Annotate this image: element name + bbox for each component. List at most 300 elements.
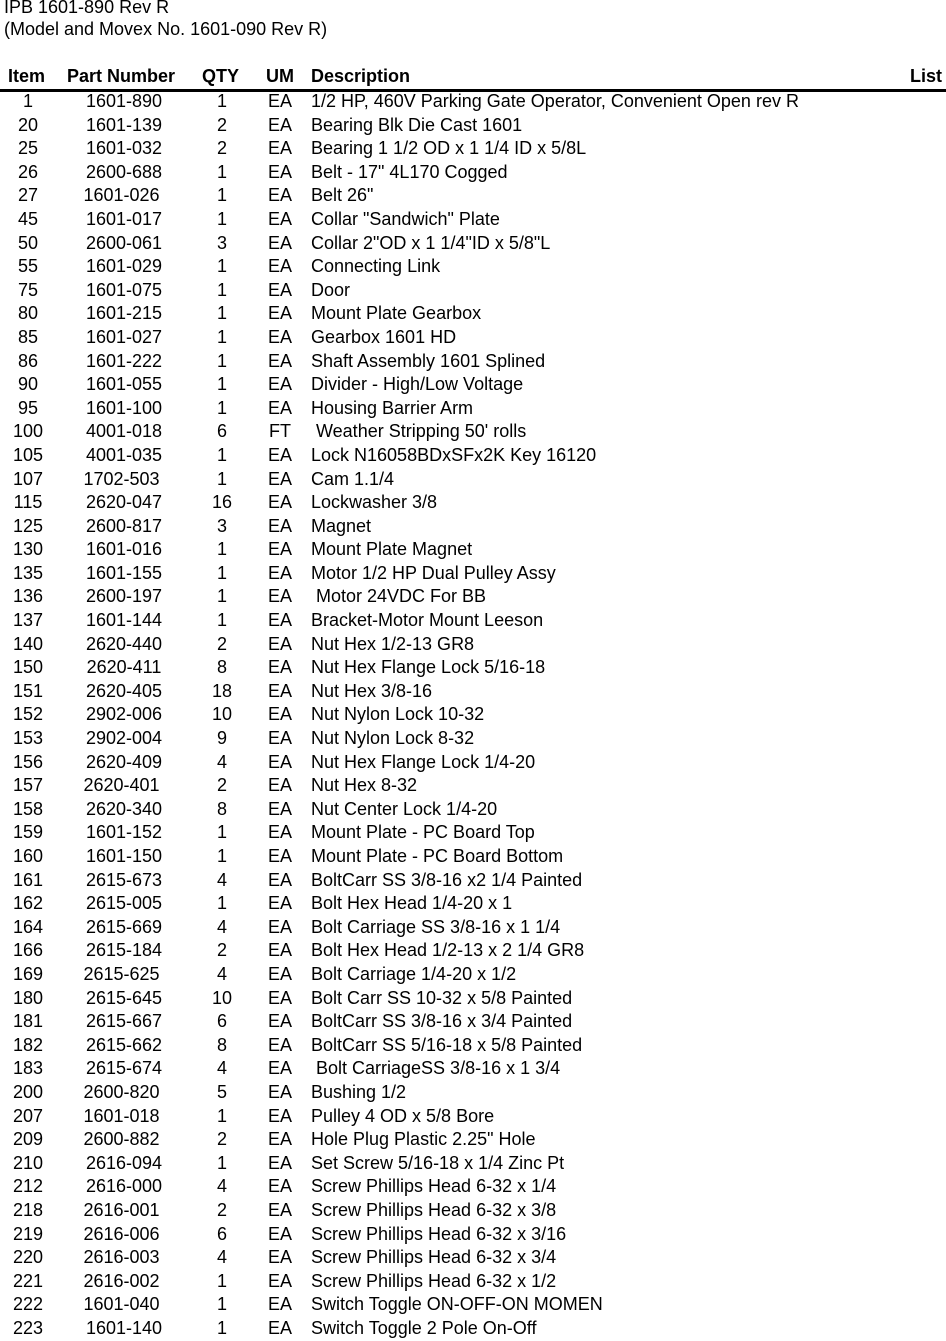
table-row	[0, 845, 946, 869]
description-cell: Bearing Blk Die Cast 1601	[311, 114, 523, 135]
table-row	[0, 656, 946, 680]
quantity-cell: 6	[216, 1011, 227, 1032]
unit-of-measure-cell: EA	[267, 1129, 292, 1150]
table-row	[0, 491, 946, 515]
item-number-cell: 180	[12, 987, 44, 1008]
item-number-cell: 223	[12, 1317, 44, 1338]
description-cell: 1/2 HP, 460V Parking Gate Operator, Convenient Open rev R	[311, 91, 799, 111]
description-cell: Screw Phillips Head 6-32 x 1/4	[311, 1176, 557, 1197]
item-number-cell: 183	[12, 1058, 44, 1079]
table-row	[0, 184, 946, 208]
table-row	[0, 1152, 946, 1176]
description-cell: Set Screw 5/16-18 x 1/4 Zinc Pt	[311, 1152, 565, 1173]
unit-of-measure-cell: EA	[267, 633, 292, 654]
description-cell: Door	[311, 279, 351, 300]
unit-of-measure-cell: EA	[267, 232, 292, 253]
description-cell: Motor 24VDC For BB	[311, 586, 487, 607]
part-number-cell: 2616-002	[83, 1270, 165, 1291]
table-row	[0, 279, 946, 303]
quantity-cell: 4	[216, 1176, 227, 1197]
quantity-cell: 1	[216, 562, 227, 583]
item-number-cell: 209	[12, 1129, 44, 1150]
part-number-cell: 2615-673	[85, 869, 163, 890]
table-row	[0, 114, 946, 138]
unit-of-measure-cell: EA	[267, 963, 292, 984]
item-number-cell: 210	[12, 1152, 44, 1173]
item-number-cell: 158	[12, 798, 44, 819]
unit-of-measure-cell: EA	[267, 916, 292, 937]
part-number-cell: 1601-150	[85, 846, 163, 866]
description-cell: Nut Hex 3/8-16	[311, 680, 433, 701]
item-number-cell: 200	[12, 1081, 44, 1102]
part-number-cell: 1601-040	[83, 1294, 165, 1315]
quantity-cell: 1	[216, 539, 227, 560]
part-number-cell: 2615-667	[85, 1011, 163, 1032]
unit-of-measure-cell: EA	[267, 1294, 292, 1315]
quantity-cell: 8	[216, 1034, 227, 1055]
quantity-cell: 1	[216, 161, 227, 182]
item-number-cell: 212	[12, 1176, 44, 1197]
item-number-cell: 105	[12, 444, 44, 465]
description-cell: Nut Nylon Lock 10-32	[311, 704, 485, 725]
unit-of-measure-cell: EA	[267, 728, 292, 749]
table-row	[0, 963, 946, 987]
part-number-cell: 2620-047	[85, 492, 163, 513]
quantity-cell: 1	[216, 822, 227, 843]
part-number-cell: 1601-026	[83, 185, 165, 206]
part-number-cell: 1601-155	[85, 562, 163, 583]
description-cell: Mount Plate Magnet	[311, 539, 473, 560]
part-number-cell: 2600-820	[83, 1081, 165, 1102]
quantity-cell: 16	[211, 492, 233, 513]
part-number-cell: 1601-029	[85, 256, 163, 277]
item-number-cell: 55	[17, 256, 39, 277]
table-row	[0, 397, 946, 421]
unit-of-measure-cell: EA	[267, 326, 292, 347]
description-cell: Shaft Assembly 1601 Splined	[311, 350, 546, 371]
unit-of-measure-cell: EA	[267, 680, 292, 701]
description-cell: Collar "Sandwich" Plate	[311, 208, 500, 229]
unit-of-measure-cell: EA	[267, 751, 292, 772]
part-number-cell: 2902-004	[85, 728, 163, 749]
unit-of-measure-cell: EA	[267, 303, 292, 324]
description-cell: Bracket-Motor Mount Leeson	[311, 610, 544, 631]
description-cell: Connecting Link	[311, 256, 441, 277]
part-number-cell: 2615-674	[85, 1058, 163, 1079]
quantity-cell: 18	[211, 680, 233, 701]
quantity-cell: 2	[216, 633, 227, 654]
description-cell: Nut Nylon Lock 8-32	[311, 728, 475, 749]
table-row	[0, 1317, 946, 1341]
table-row	[0, 680, 946, 704]
quantity-cell: 1	[216, 279, 227, 300]
item-number-cell: 100	[12, 421, 44, 442]
table-row	[0, 1081, 946, 1105]
part-number-cell: 2616-000	[85, 1176, 163, 1197]
item-number-cell: 80	[17, 303, 39, 324]
quantity-cell: 1	[216, 303, 227, 324]
quantity-cell: 9	[216, 728, 227, 749]
header-description: Description	[311, 66, 411, 86]
description-cell: Weather Stripping 50' rolls	[311, 421, 527, 442]
parts-table-body	[0, 90, 946, 1340]
quantity-cell: 2	[216, 1129, 227, 1150]
quantity-cell: 2	[216, 940, 227, 961]
table-row	[0, 137, 946, 161]
unit-of-measure-cell: EA	[267, 444, 292, 465]
quantity-cell: 6	[216, 1223, 227, 1244]
part-number-cell: 1601-139	[85, 114, 163, 135]
unit-of-measure-cell: EA	[267, 397, 292, 418]
part-number-cell: 1601-140	[85, 1317, 163, 1338]
table-row	[0, 703, 946, 727]
quantity-cell: 2	[216, 114, 227, 135]
part-number-cell: 1601-890	[85, 91, 163, 111]
part-number-cell: 1601-100	[85, 397, 163, 418]
item-number-cell: 169	[12, 963, 44, 984]
item-number-cell: 140	[12, 633, 44, 654]
part-number-cell: 2616-094	[85, 1152, 163, 1173]
quantity-cell: 10	[211, 704, 233, 725]
table-row	[0, 444, 946, 468]
table-row	[0, 420, 946, 444]
document-subtitle: (Model and Movex No. 1601-090 Rev R)	[4, 19, 328, 39]
item-number-cell: 86	[17, 350, 39, 371]
part-number-cell: 2600-197	[85, 586, 163, 607]
table-row	[0, 1010, 946, 1034]
table-row	[0, 1246, 946, 1270]
part-number-cell: 1601-215	[85, 303, 163, 324]
quantity-cell: 2	[216, 1199, 227, 1220]
unit-of-measure-cell: EA	[267, 256, 292, 277]
unit-of-measure-cell: EA	[267, 515, 292, 536]
quantity-cell: 1	[216, 256, 227, 277]
description-cell: Screw Phillips Head 6-32 x 1/2	[311, 1270, 557, 1291]
unit-of-measure-cell: EA	[267, 138, 292, 159]
unit-of-measure-cell: EA	[267, 539, 292, 560]
table-row	[0, 208, 946, 232]
unit-of-measure-cell: EA	[267, 775, 292, 796]
description-cell: Belt 26"	[311, 185, 374, 206]
description-cell: Pulley 4 OD x 5/8 Bore	[311, 1105, 495, 1126]
table-row	[0, 1223, 946, 1247]
part-number-cell: 1702-503	[83, 468, 165, 489]
unit-of-measure-cell: EA	[267, 610, 292, 631]
quantity-cell: 4	[216, 869, 227, 890]
table-row	[0, 515, 946, 539]
description-cell: Divider - High/Low Voltage	[311, 374, 524, 395]
part-number-cell: 2902-006	[85, 704, 163, 725]
description-cell: Lock N16058BDxSFx2K Key 16120	[311, 444, 597, 465]
item-number-cell: 26	[17, 161, 39, 182]
table-row	[0, 987, 946, 1011]
table-row	[0, 1057, 946, 1081]
quantity-cell: 1	[216, 91, 227, 111]
table-row	[0, 585, 946, 609]
description-cell: Mount Plate - PC Board Bottom	[311, 846, 564, 866]
unit-of-measure-cell: EA	[267, 114, 292, 135]
item-number-cell: 75	[17, 279, 39, 300]
unit-of-measure-cell: EA	[267, 869, 292, 890]
quantity-cell: 1	[216, 1105, 227, 1126]
description-cell: Bolt Carr SS 10-32 x 5/8 Painted	[311, 987, 573, 1008]
description-cell: Bolt Hex Head 1/2-13 x 2 1/4 GR8	[311, 940, 585, 961]
quantity-cell: 3	[216, 515, 227, 536]
unit-of-measure-cell: EA	[267, 798, 292, 819]
part-number-cell: 1601-017	[85, 208, 163, 229]
item-number-cell: 95	[17, 397, 39, 418]
item-number-cell: 45	[17, 208, 39, 229]
quantity-cell: 1	[216, 1294, 227, 1315]
part-number-cell: 1601-016	[85, 539, 163, 560]
item-number-cell: 181	[12, 1011, 44, 1032]
part-number-cell: 2616-003	[83, 1247, 165, 1268]
quantity-cell: 1	[216, 1270, 227, 1291]
quantity-cell: 1	[216, 326, 227, 347]
unit-of-measure-cell: EA	[267, 1081, 292, 1102]
description-cell: Screw Phillips Head 6-32 x 3/8	[311, 1199, 557, 1220]
description-cell: Housing Barrier Arm	[311, 397, 474, 418]
header-part-number: Part Number	[67, 66, 176, 86]
item-number-cell: 162	[12, 893, 44, 914]
item-number-cell: 207	[12, 1105, 44, 1126]
unit-of-measure-cell: EA	[267, 1223, 292, 1244]
description-cell: Lockwasher 3/8	[311, 492, 438, 513]
table-row	[0, 1105, 946, 1129]
description-cell: Nut Hex Flange Lock 1/4-20	[311, 751, 536, 772]
table-row	[0, 751, 946, 775]
item-number-cell: 218	[12, 1199, 44, 1220]
item-number-cell: 160	[12, 846, 44, 866]
item-number-cell: 161	[12, 869, 44, 890]
item-number-cell: 25	[17, 138, 39, 159]
header-list: List	[909, 66, 942, 86]
unit-of-measure-cell: EA	[267, 822, 292, 843]
description-cell: Nut Hex Flange Lock 5/16-18	[311, 657, 546, 678]
description-cell: Hole Plug Plastic 2.25" Hole	[311, 1129, 536, 1150]
table-row	[0, 1270, 946, 1294]
table-row	[0, 774, 946, 798]
description-cell: Nut Hex 8-32	[311, 775, 418, 796]
table-row	[0, 892, 946, 916]
item-number-cell: 136	[12, 586, 44, 607]
description-cell: Bolt Hex Head 1/4-20 x 1	[311, 893, 513, 914]
unit-of-measure-cell: EA	[267, 987, 292, 1008]
quantity-cell: 6	[216, 421, 227, 442]
unit-of-measure-cell: EA	[267, 1270, 292, 1291]
quantity-cell: 3	[216, 232, 227, 253]
table-row	[0, 232, 946, 256]
description-cell: Magnet	[311, 515, 372, 536]
header-um: UM	[266, 66, 294, 86]
unit-of-measure-cell: EA	[267, 586, 292, 607]
table-row	[0, 350, 946, 374]
unit-of-measure-cell: EA	[267, 1058, 292, 1079]
item-number-cell: 137	[12, 610, 44, 631]
table-row	[0, 1199, 946, 1223]
item-number-cell: 151	[12, 680, 44, 701]
item-number-cell: 107	[12, 468, 44, 489]
item-number-cell: 135	[12, 562, 44, 583]
part-number-cell: 1601-075	[85, 279, 163, 300]
item-number-cell: 130	[12, 539, 44, 560]
part-number-cell: 1601-144	[85, 610, 163, 631]
part-number-cell: 2620-401	[83, 775, 165, 796]
description-cell: BoltCarr SS 5/16-18 x 5/8 Painted	[311, 1034, 583, 1055]
description-cell: Collar 2"OD x 1 1/4"ID x 5/8"L	[311, 232, 551, 253]
header-qty: QTY	[202, 66, 240, 86]
part-number-cell: 2615-645	[85, 987, 163, 1008]
table-row	[0, 1034, 946, 1058]
part-number-cell: 1601-152	[85, 822, 163, 843]
item-number-cell: 150	[12, 657, 44, 678]
description-cell: Motor 1/2 HP Dual Pulley Assy	[311, 562, 556, 583]
part-number-cell: 1601-018	[83, 1105, 165, 1126]
description-cell: Nut Center Lock 1/4-20	[311, 798, 498, 819]
quantity-cell: 4	[216, 963, 227, 984]
part-number-cell: 4001-035	[85, 444, 163, 465]
unit-of-measure-cell: EA	[267, 893, 292, 914]
table-row	[0, 562, 946, 586]
unit-of-measure-cell: EA	[267, 1317, 292, 1338]
item-number-cell: 153	[12, 728, 44, 749]
quantity-cell: 1	[216, 610, 227, 631]
unit-of-measure-cell: EA	[267, 1152, 292, 1173]
unit-of-measure-cell: FT	[269, 421, 291, 442]
quantity-cell: 1	[216, 374, 227, 395]
part-number-cell: 2615-625	[83, 963, 165, 984]
part-number-cell: 1601-055	[85, 374, 163, 395]
table-row	[0, 326, 946, 350]
item-number-cell: 157	[12, 775, 44, 796]
unit-of-measure-cell: EA	[267, 1247, 292, 1268]
description-cell: Nut Hex 1/2-13 GR8	[311, 633, 475, 654]
description-cell: Screw Phillips Head 6-32 x 3/16	[311, 1223, 567, 1244]
table-row	[0, 798, 946, 822]
table-row	[0, 609, 946, 633]
unit-of-measure-cell: EA	[267, 279, 292, 300]
part-number-cell: 2615-669	[85, 916, 163, 937]
part-number-cell: 1601-032	[85, 138, 163, 159]
table-row	[0, 1175, 946, 1199]
part-number-cell: 2600-817	[85, 515, 163, 536]
description-cell: BoltCarr SS 3/8-16 x2 1/4 Painted	[311, 869, 583, 890]
table-row	[0, 90, 946, 114]
unit-of-measure-cell: EA	[267, 1011, 292, 1032]
table-row	[0, 373, 946, 397]
table-row	[0, 468, 946, 492]
quantity-cell: 5	[216, 1081, 227, 1102]
item-number-cell: 222	[12, 1294, 44, 1315]
part-number-cell: 2600-882	[83, 1129, 165, 1150]
quantity-cell: 4	[216, 751, 227, 772]
document-title: IPB 1601-890 Rev R	[4, 0, 170, 17]
part-number-cell: 2615-662	[85, 1034, 163, 1055]
item-number-cell: 27	[17, 185, 39, 206]
unit-of-measure-cell: EA	[267, 846, 292, 866]
part-number-cell: 2616-006	[83, 1223, 165, 1244]
item-number-cell: 166	[12, 940, 44, 961]
unit-of-measure-cell: EA	[267, 704, 292, 725]
table-row	[0, 1293, 946, 1317]
description-cell: Mount Plate Gearbox	[311, 303, 482, 324]
item-number-cell: 221	[12, 1270, 44, 1291]
item-number-cell: 220	[12, 1247, 44, 1268]
item-number-cell: 125	[12, 515, 44, 536]
unit-of-measure-cell: EA	[267, 374, 292, 395]
table-row	[0, 538, 946, 562]
table-row	[0, 1128, 946, 1152]
description-cell: Bolt Carriage SS 3/8-16 x 1 1/4	[311, 916, 561, 937]
table-row	[0, 633, 946, 657]
quantity-cell: 8	[216, 798, 227, 819]
unit-of-measure-cell: EA	[267, 492, 292, 513]
quantity-cell: 1	[216, 1317, 227, 1338]
table-row	[0, 916, 946, 940]
quantity-cell: 1	[216, 350, 227, 371]
unit-of-measure-cell: EA	[267, 208, 292, 229]
unit-of-measure-cell: EA	[267, 91, 292, 111]
unit-of-measure-cell: EA	[267, 350, 292, 371]
table-row	[0, 869, 946, 893]
quantity-cell: 8	[216, 657, 227, 678]
item-number-cell: 156	[12, 751, 44, 772]
item-number-cell: 50	[17, 232, 39, 253]
part-number-cell: 2620-440	[85, 633, 163, 654]
description-cell: Gearbox 1601 HD	[311, 326, 457, 347]
quantity-cell: 1	[216, 846, 227, 866]
item-number-cell: 20	[17, 114, 39, 135]
description-cell: Belt - 17" 4L170 Cogged	[311, 161, 508, 182]
description-cell: Bearing 1 1/2 OD x 1 1/4 ID x 5/8L	[311, 138, 587, 159]
table-row	[0, 302, 946, 326]
part-number-cell: 4001-018	[85, 421, 163, 442]
unit-of-measure-cell: EA	[267, 1176, 292, 1197]
part-number-cell: 1601-027	[85, 326, 163, 347]
quantity-cell: 10	[211, 987, 233, 1008]
table-row	[0, 161, 946, 185]
quantity-cell: 1	[216, 397, 227, 418]
quantity-cell: 4	[216, 1058, 227, 1079]
part-number-cell: 1601-222	[85, 350, 163, 371]
table-row	[0, 821, 946, 845]
description-cell: Switch Toggle ON-OFF-ON MOMEN	[311, 1294, 603, 1315]
unit-of-measure-cell: EA	[267, 657, 292, 678]
part-number-cell: 2620-409	[85, 751, 163, 772]
description-cell: Screw Phillips Head 6-32 x 3/4	[311, 1247, 557, 1268]
item-number-cell: 85	[17, 326, 39, 347]
item-number-cell: 159	[12, 822, 44, 843]
item-number-cell: 182	[12, 1034, 44, 1055]
description-cell: Bolt Carriage 1/4-20 x 1/2	[311, 963, 517, 984]
unit-of-measure-cell: EA	[267, 1199, 292, 1220]
item-number-cell: 115	[13, 492, 43, 513]
quantity-cell: 1	[216, 586, 227, 607]
table-row	[0, 255, 946, 279]
unit-of-measure-cell: EA	[267, 185, 292, 206]
quantity-cell: 2	[216, 775, 227, 796]
description-cell: Bushing 1/2	[311, 1081, 407, 1102]
part-number-cell: 2620-405	[85, 680, 163, 701]
item-number-cell: 164	[12, 916, 44, 937]
description-cell: Bolt CarriageSS 3/8-16 x 1 3/4	[311, 1058, 561, 1079]
description-cell: BoltCarr SS 3/8-16 x 3/4 Painted	[311, 1011, 573, 1032]
quantity-cell: 4	[216, 1247, 227, 1268]
item-number-cell: 1	[22, 91, 33, 111]
quantity-cell: 1	[216, 893, 227, 914]
part-number-cell: 2600-688	[85, 161, 163, 182]
quantity-cell: 4	[216, 916, 227, 937]
